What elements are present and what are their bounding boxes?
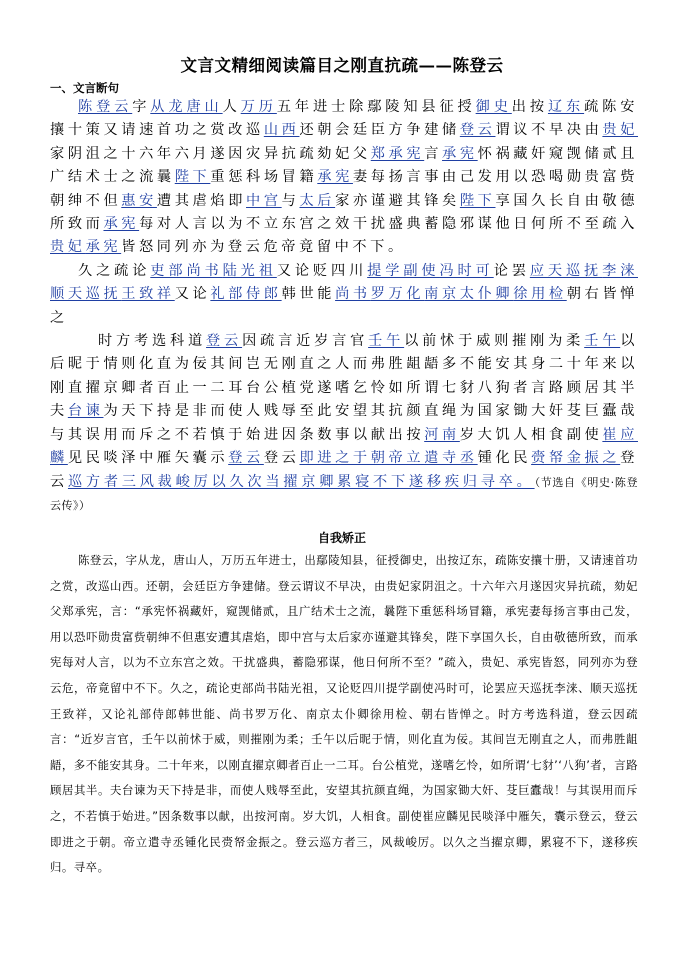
underlined-term: 王致祥 bbox=[121, 286, 175, 303]
underlined-term: 南京太仆卿 bbox=[424, 286, 514, 303]
passage-text: 论罢 bbox=[493, 262, 530, 279]
passage-text: 疏陈安攘十策又请速首功之赏改巡 bbox=[50, 99, 639, 139]
passage-paragraph-2 bbox=[50, 260, 638, 330]
underlined-term: 陆光祖 bbox=[222, 262, 277, 279]
underlined-term: 徐用检 bbox=[513, 286, 567, 303]
passage-paragraph-1 bbox=[50, 96, 638, 260]
underlined-term: 李涞 bbox=[602, 262, 638, 279]
passage-text: 还朝会廷臣方争建储 bbox=[299, 122, 460, 139]
passage-text: 又论 bbox=[174, 286, 211, 303]
passage-text: 以后昵于情则化直为佞其间岂无刚直之人而弗胜龃龉多不能安其身二十年来以刚直擢京卿者百止一二耳台公植党遂嗜乞怜如所谓七豺八狗者言路顾居其半夫 bbox=[50, 333, 638, 420]
passage-text: 怀祸藏奸窥觊储贰且广结术士之流曩 bbox=[50, 145, 639, 186]
passage-text: 见民啖泽中雁矢囊示 bbox=[67, 450, 229, 467]
underlined-term: 唐山 bbox=[186, 99, 223, 115]
underlined-term: 承宪 bbox=[103, 216, 140, 233]
passage-text: 久之疏论 bbox=[78, 262, 151, 279]
underlined-term: 太后 bbox=[299, 192, 336, 209]
passage-text: 人 bbox=[222, 99, 241, 115]
passage-text: 谓议不早决由 bbox=[495, 122, 603, 139]
underlined-term: 山西 bbox=[263, 122, 300, 139]
passage-text: 皆怒同列亦为登云危帝竟留中不下。 bbox=[121, 239, 406, 256]
passage-text: 家亦谨避其锋矣 bbox=[335, 192, 460, 209]
section-heading: 一、文言断句 bbox=[50, 81, 119, 95]
underlined-term: 吏部尚书 bbox=[150, 262, 223, 279]
underlined-term: 登云 bbox=[228, 450, 264, 467]
passage-text: 每对人言以为不立东宫之效干扰盛典蓄隐邪谋他日何所不至疏入 bbox=[139, 216, 638, 233]
underlined-term: 应天巡抚 bbox=[529, 262, 603, 279]
translation-text bbox=[50, 548, 638, 881]
passage-paragraph-3 bbox=[50, 330, 638, 517]
passage-text: 妻每扬言事由己发用以恐喝勋贵富赀朝绅不但 bbox=[50, 169, 638, 209]
translation-heading: 自我矫正 bbox=[317, 531, 366, 545]
underlined-term: 贵妃 bbox=[602, 122, 639, 139]
passage-text: 享国久长自由敬德所致而 bbox=[50, 192, 639, 233]
underlined-term: 登云 bbox=[459, 122, 496, 139]
underlined-term: 河南 bbox=[424, 426, 460, 443]
source-note: （节选自《明史·陈登云传》） bbox=[50, 475, 638, 512]
passage-text: 重惩科场冒籍 bbox=[210, 169, 318, 186]
passage-text: 锺化民 bbox=[477, 450, 532, 467]
underlined-term: 冯时可 bbox=[439, 262, 494, 279]
underlined-term: 陛下 bbox=[459, 192, 496, 209]
passage-text: 家阴沮之十六年六月遂因灾异抗疏劾妃父 bbox=[50, 145, 371, 162]
underlined-term: 巡方者三风裁峻厉以久次当擢京卿累寝不下遂移疾归寻卒。 bbox=[67, 473, 535, 490]
passage-text: 因疏言近岁言官 bbox=[242, 333, 369, 350]
passage-text: 岁大饥人相食副使 bbox=[459, 426, 603, 443]
underlined-term: 罗万化 bbox=[370, 286, 425, 303]
underlined-term: 辽东 bbox=[547, 99, 585, 115]
passage-text: 韩世能 bbox=[281, 286, 336, 303]
translation-paragraph: 陈登云，字从龙，唐山人，万历五年进士，出鄢陵知县，征授御史，出按辽东，疏陈安攘十册，又请速首功之赏，改巡山西。还朝，会廷臣方争建储。登云谓议不早决，由贵妃家阴沮之。十六年六月遂因灾异抗疏，劾妃父郑承宪，言：“承宪怀祸藏奸，窥觊储贰，且广结术士之流，曩陛下重惩科场冒籍，承宪妻每扬言事由己发，用以恐吓勋贵富赀朝绅不但惠安遭其虐焰，即中宫与太后家亦谨避其锋矣，陛下享国久长，自由敬德所致，而承宪每对人言，以为不立东宫之效。干扰盛典，蓄隐邪谋，他日何所不至？”疏入，贵妃、承宪皆怒，同列亦为登云危，帝竟留中不下。久之，疏论吏部尚书陆光祖，又论贬四川提学副使冯时可，论罢应天巡抚李涞、顺天巡抚王致祥，又论礼部侍郎韩世能、尚书罗万化、南京太仆卿徐用检、朝右皆惮之。时方考选科道，登云因疏言：“近岁言官，壬午以前怵于威，则摧刚为柔；壬午以后昵于情，则化直为佞。其间岂无刚直之人，而弗胜龃龉，多不能安其身。二十年来，以刚直擢京卿者百止一二耳。台公植党，遂嗜乞怜，如所谓‘七豺’‘八狗’者，言路顾居其半。夫台谏为天下持是非，而使人贱辱至此，安望其抗颜直绳，为国家锄大奸、芟巨蠹哉！与其误用而斥之，不若慎于始进。”因条数事以献，出按河南。岁大饥，人相食。副使崔应麟见民啖泽中雁矢，囊示登云，登云即进之于朝。帝立遣寺丞锺化民赍帑金振之。登云巡方者三，风裁峻厉。以久之当擢京卿，累寝不下，遂移疾归。寻卒。 bbox=[50, 553, 638, 875]
underlined-term: 贵妃 bbox=[50, 239, 86, 256]
passage-text: 为天下持是非而使人贱辱至此安望其抗颜直绳为国家锄大奸芟巨蠹哉与其误用而斥之不若慎于始进因条数事以献出按 bbox=[50, 403, 638, 443]
underlined-term: 万历 bbox=[240, 99, 277, 115]
underlined-term: 承宪 bbox=[317, 169, 353, 186]
underlined-term: 崔应麟 bbox=[50, 426, 638, 467]
underlined-term: 顺天巡抚 bbox=[50, 286, 122, 303]
underlined-term: 惠安 bbox=[121, 192, 157, 209]
underlined-term: 郑承宪 bbox=[370, 145, 425, 162]
underlined-term: 承宪 bbox=[442, 145, 478, 162]
passage-text: 登云 bbox=[50, 450, 638, 490]
underlined-term: 陈登云 bbox=[78, 99, 133, 115]
passage-text: 与 bbox=[281, 192, 300, 209]
passage-text: 登云 bbox=[263, 450, 300, 467]
passage-text: 以前怵于威则摧刚为柔 bbox=[404, 333, 585, 350]
original-passage bbox=[50, 96, 638, 517]
underlined-term: 陛下 bbox=[174, 169, 211, 186]
underlined-term: 赍帑金振之 bbox=[531, 450, 621, 467]
underlined-term: 登云 bbox=[206, 333, 243, 350]
passage-text: 朝右皆惮之 bbox=[50, 286, 638, 326]
passage-text: 言 bbox=[424, 145, 443, 162]
passage-text: 时方考选科道 bbox=[98, 333, 207, 350]
passage-text: 出按 bbox=[511, 99, 548, 115]
underlined-term: 提学副使 bbox=[367, 262, 440, 279]
document-title: 文言文精细阅读篇目之刚直抗疏——陈登云 bbox=[180, 56, 504, 75]
underlined-term: 即进之于朝帝立遣寺丞 bbox=[299, 450, 478, 467]
underlined-term: 从龙 bbox=[150, 99, 187, 115]
underlined-term: 壬午 bbox=[584, 333, 621, 350]
passage-text: 五年进士除鄢陵知县征授 bbox=[276, 99, 476, 115]
passage-text: 又论贬四川 bbox=[276, 262, 368, 279]
underlined-term: 台谏 bbox=[67, 403, 104, 420]
passage-text: 字 bbox=[132, 99, 151, 115]
passage-text: 遭其虐焰即 bbox=[156, 192, 247, 209]
underlined-term: 承宪 bbox=[85, 239, 122, 256]
underlined-term: 尚书 bbox=[335, 286, 371, 303]
underlined-term: 中宫 bbox=[246, 192, 282, 209]
underlined-term: 壬午 bbox=[368, 333, 405, 350]
underlined-term: 礼部侍郎 bbox=[210, 286, 282, 303]
underlined-term: 御史 bbox=[475, 99, 512, 115]
